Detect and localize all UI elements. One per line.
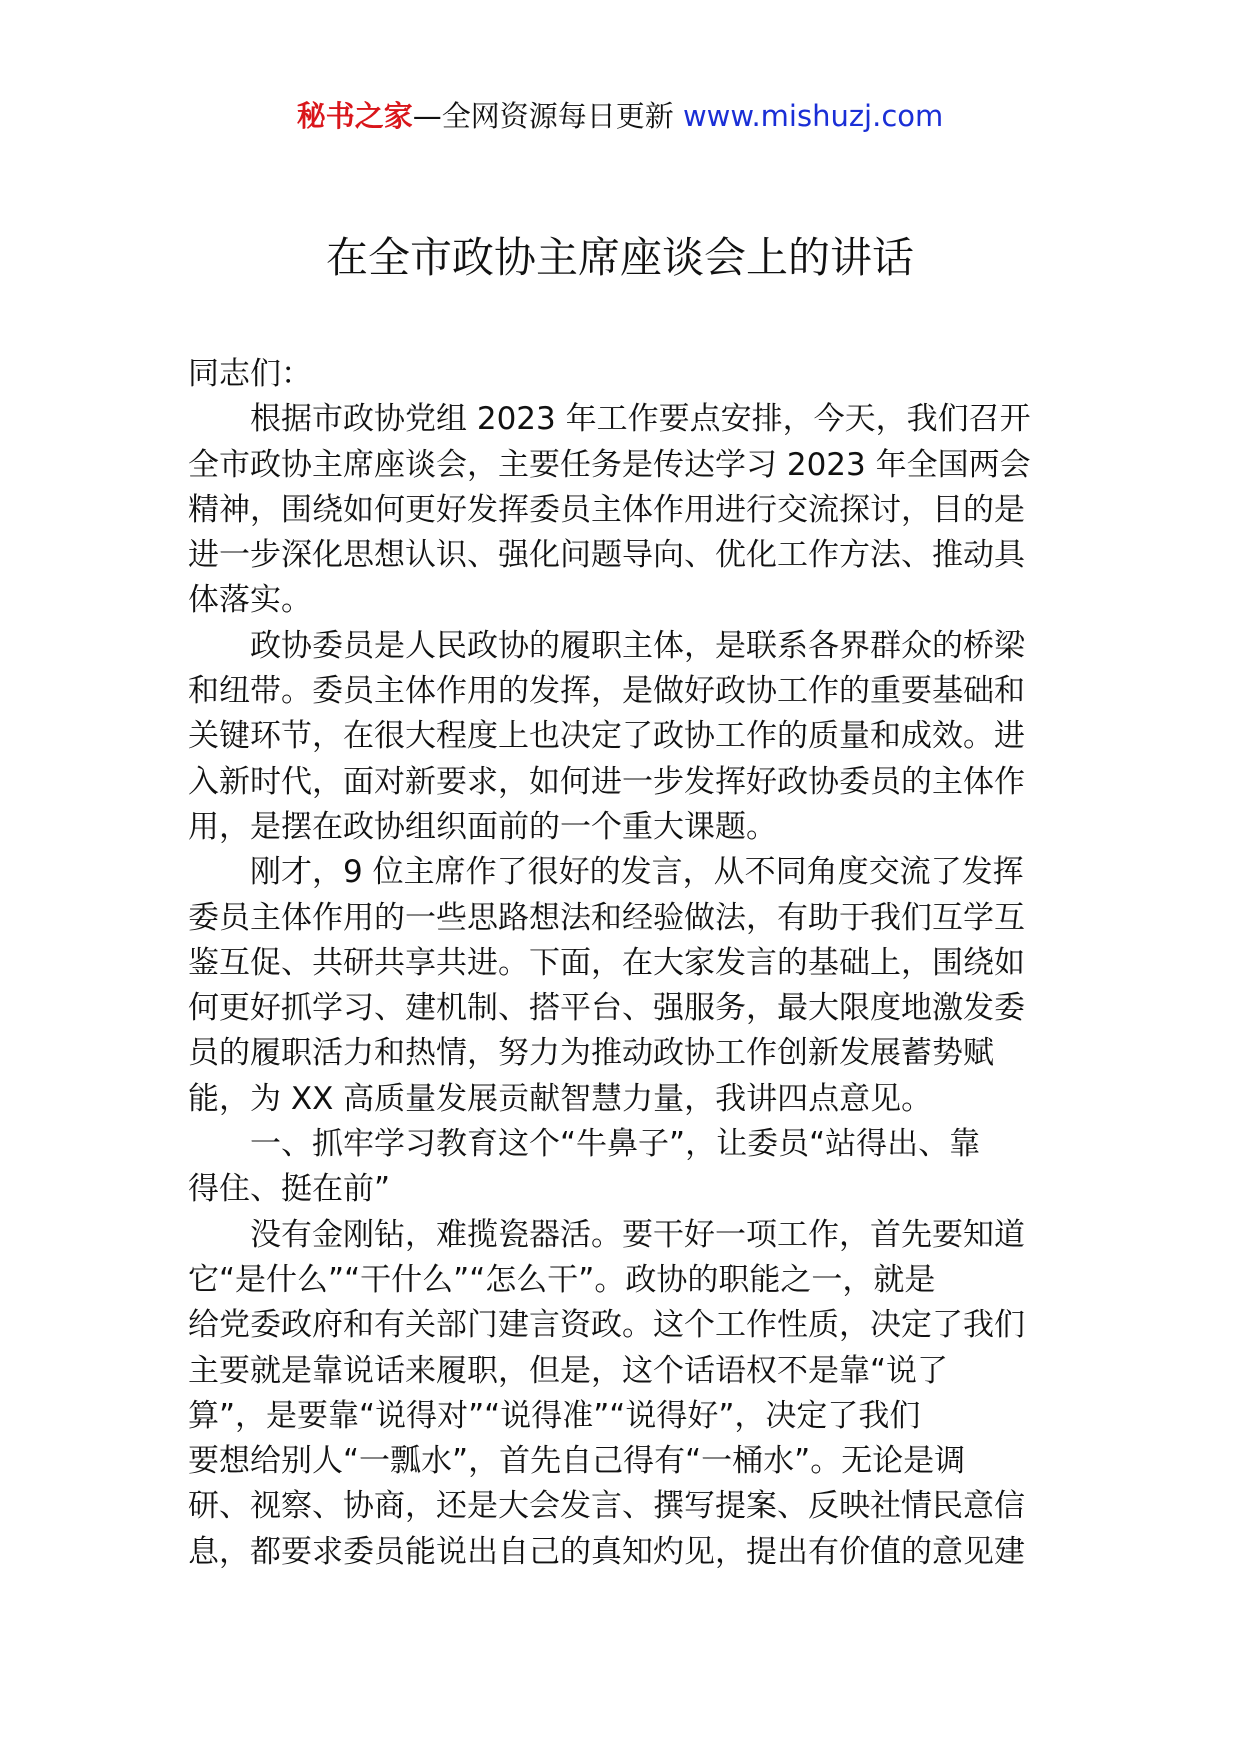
text-line: 它“是什么”“干什么”“怎么干”。政协的职能之一，就是 bbox=[188, 1261, 936, 1298]
text-line: 息，都要求委员能说出自己的真知灼见，提出有价值的意见建 bbox=[188, 1533, 1025, 1570]
site-tagline: —全网资源每日更新 bbox=[412, 99, 674, 133]
site-url-link[interactable]: www.mishuzj.com bbox=[682, 99, 944, 133]
text-line: 政协委员是人民政协的履职主体，是联系各界群众的桥梁 bbox=[250, 627, 1025, 664]
text-line: 算”，是要靠“说得对”“说得准”“说得好”，决定了我们 bbox=[188, 1397, 921, 1434]
text-line: 体落实。 bbox=[188, 582, 312, 619]
text-line: 鉴互促、共研共享共进。下面，在大家发言的基础上，围绕如 bbox=[188, 944, 1025, 981]
text-line: 员的履职活力和热情，努力为推动政协工作创新发展蓄势赋 bbox=[188, 1035, 994, 1072]
text-line: 主要就是靠说话来履职，但是，这个话语权不是靠“说了 bbox=[188, 1352, 949, 1389]
text-line: 没有金刚钻，难揽瓷器活。要干好一项工作，首先要知道 bbox=[250, 1216, 1025, 1253]
text-line: 要想给别人“一瓢水”，首先自己得有“一桶水”。无论是调 bbox=[188, 1443, 966, 1480]
text-line: 全市政协主席座谈会，主要任务是传达学习 2023 年全国两会 bbox=[188, 446, 1031, 483]
text-line: 进一步深化思想认识、强化问题导向、优化工作方法、推动具 bbox=[188, 537, 1025, 574]
section-heading-line: 得住、挺在前” bbox=[188, 1171, 391, 1208]
text-line: 能，为 XX 高质量发展贡献智慧力量，我讲四点意见。 bbox=[188, 1080, 933, 1117]
salutation-line: 同志们： bbox=[188, 356, 312, 392]
text-line: 用，是摆在政协组织面前的一个重大课题。 bbox=[188, 808, 777, 845]
text-line: 刚才，9 位主席作了很好的发言，从不同角度交流了发挥 bbox=[250, 854, 1024, 891]
document-title: 在全市政协主席座谈会上的讲话 bbox=[325, 233, 914, 282]
text-line: 关键环节，在很大程度上也决定了政协工作的质量和成效。进 bbox=[188, 718, 1025, 755]
text-line: 入新时代，面对新要求，如何进一步发挥好政协委员的主体作 bbox=[188, 763, 1025, 800]
text-line: 委员主体作用的一些思路想法和经验做法，有助于我们互学互 bbox=[188, 899, 1025, 936]
section-heading-line: 一、抓牢学习教育这个“牛鼻子”，让委员“站得出、靠 bbox=[250, 1126, 981, 1163]
text-line: 何更好抓学习、建机制、搭平台、强服务，最大限度地激发委 bbox=[188, 990, 1025, 1027]
text-line: 根据市政协党组 2023 年工作要点安排，今天，我们召开 bbox=[250, 401, 1031, 438]
text-line: 给党委政府和有关部门建言资政。这个工作性质，决定了我们 bbox=[188, 1307, 1025, 1344]
site-brand: 秘书之家 bbox=[296, 99, 413, 133]
text-line: 和纽带。委员主体作用的发挥，是做好政协工作的重要基础和 bbox=[188, 673, 1025, 710]
document-body bbox=[188, 352, 1058, 1575]
site-header bbox=[0, 96, 1240, 136]
text-line: 精神，围绕如何更好发挥委员主体作用进行交流探讨，目的是 bbox=[188, 491, 1025, 528]
text-line: 研、视察、协商，还是大会发言、撰写提案、反映社情民意信 bbox=[188, 1488, 1025, 1525]
